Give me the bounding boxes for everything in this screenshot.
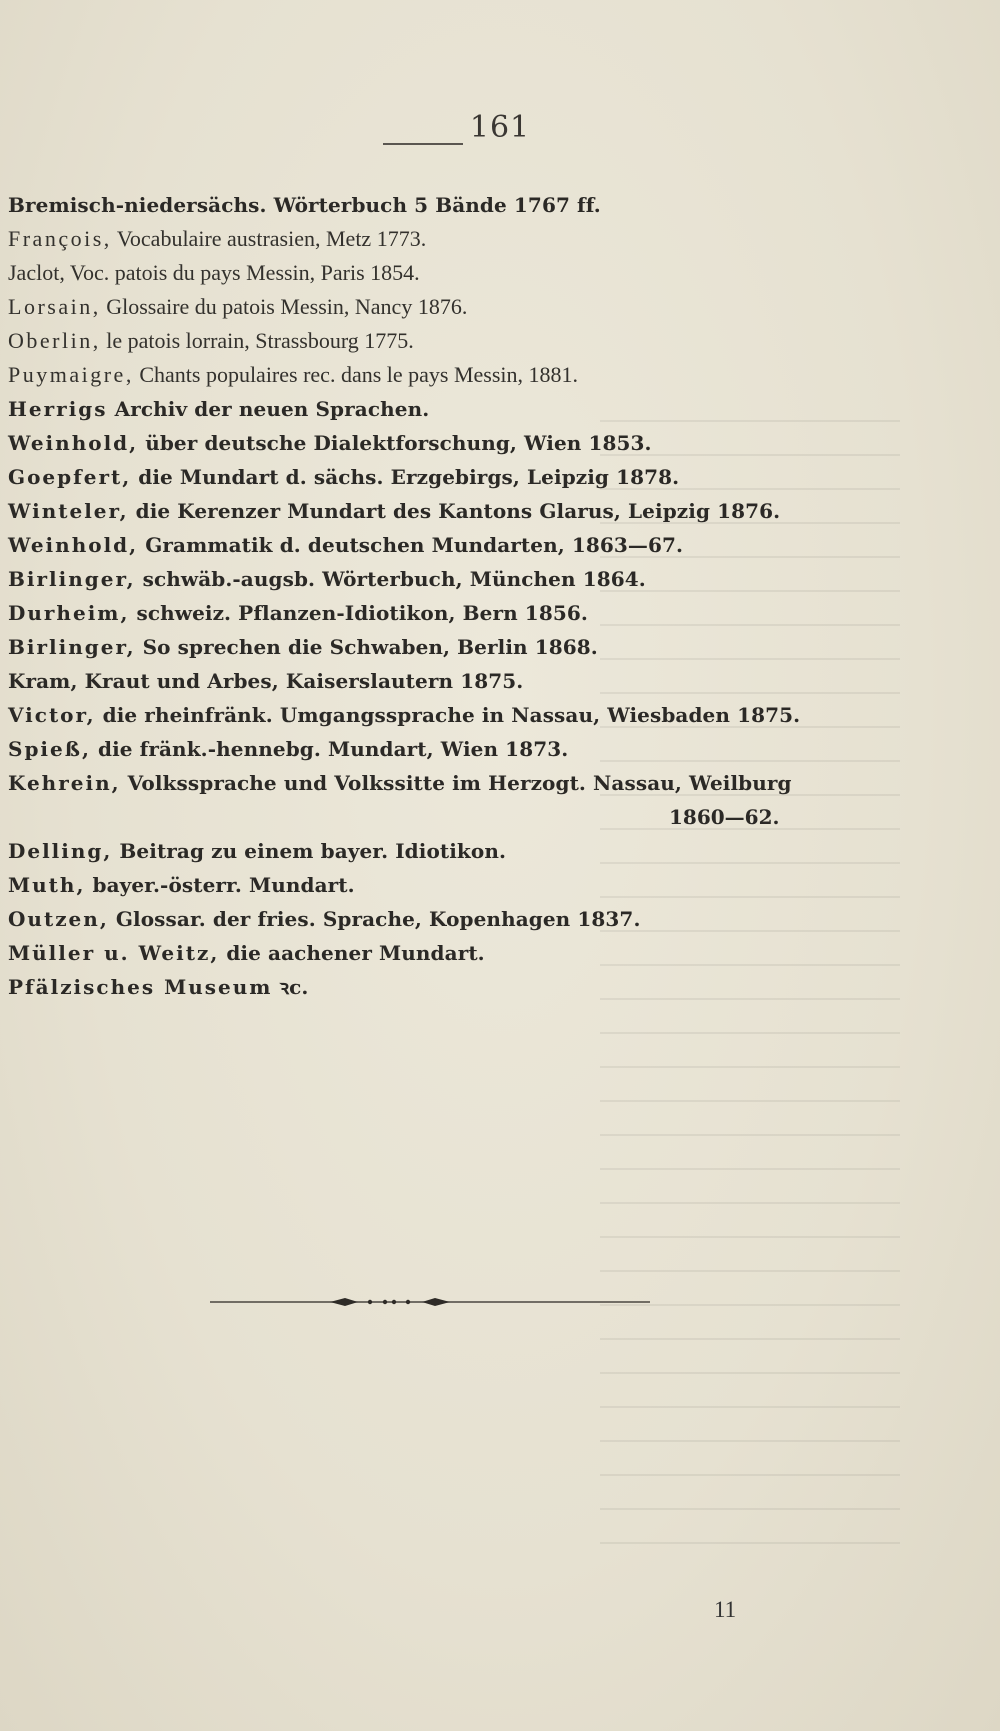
entry-text: die aachener Mundart.	[219, 941, 485, 965]
entry-author: François,	[8, 226, 112, 251]
bibliography-entry	[8, 766, 848, 800]
entry-text: schwäb.-augsb. Wörterbuch, München 1864.	[135, 567, 646, 591]
bibliography-entry	[8, 596, 848, 630]
entry-author: Birlinger,	[8, 635, 136, 659]
entry-text: die fränk.-hennebg. Mundart, Wien 1873.	[90, 737, 569, 761]
entry-text: Vocabulaire austrasien, Metz 1773.	[111, 226, 427, 251]
bibliography-entry	[8, 460, 848, 494]
entry-text: bayer.-österr. Mundart.	[85, 873, 355, 897]
page-number-rule	[383, 143, 463, 145]
entry-text: Beitrag zu einem bayer. Idiotikon.	[112, 839, 507, 863]
entry-author: Winteler,	[8, 499, 129, 523]
bibliography-entry	[8, 222, 848, 256]
entry-author: Herrigs	[8, 397, 108, 421]
bibliography-list	[8, 188, 848, 1004]
bibliography-entry	[8, 970, 848, 1004]
entry-text: die rheinfränk. Umgangssprache in Nassau, Wiesbaden 1875.	[95, 703, 801, 727]
entry-text: über deutsche Dialektforschung, Wien 1853.	[138, 431, 652, 455]
bibliography-entry	[8, 358, 848, 392]
bibliography-entry	[8, 936, 848, 970]
entry-text: die Mundart d. sächs. Erzgebirgs, Leipzig 1878.	[131, 465, 680, 489]
entry-author: Oberlin,	[8, 328, 101, 353]
entry-author: Müller u. Weitz,	[8, 941, 220, 965]
entry-text: Volkssprache und Volkssitte im Herzogt. Nassau, Weilburg	[120, 771, 792, 795]
entry-text: Glossaire du patois Messin, Nancy 1876.	[100, 294, 468, 319]
entry-author: Spieß,	[8, 737, 91, 761]
entry-text: So sprechen die Schwaben, Berlin 1868.	[135, 635, 598, 659]
ornament-divider	[210, 1294, 650, 1310]
entry-text: Chants populaires rec. dans le pays Messin, 1881.	[133, 362, 579, 387]
entry-continuation: 1860—62.	[669, 805, 780, 829]
bibliography-entry	[8, 698, 848, 732]
bibliography-entry	[8, 732, 848, 766]
entry-text: die Kerenzer Mundart des Kantons Glarus, Leipzig 1876.	[128, 499, 781, 523]
entry-author: Lorsain,	[8, 294, 101, 319]
bibliography-entry	[8, 290, 848, 324]
entry-text: Kram, Kraut und Arbes, Kaiserslautern 1875.	[8, 669, 524, 693]
entry-text: schweiz. Pflanzen-Idiotikon, Bern 1856.	[129, 601, 588, 625]
entry-text: Grammatik d. deutschen Mundarten, 1863—67.	[138, 533, 684, 557]
entry-text: ꝛc.	[272, 975, 309, 999]
bibliography-entry	[8, 426, 848, 460]
entry-text: le patois lorrain, Strassbourg 1775.	[100, 328, 414, 353]
bibliography-entry	[8, 256, 848, 290]
bibliography-entry	[8, 324, 848, 358]
entry-author: Outzen,	[8, 907, 109, 931]
entry-author: Birlinger,	[8, 567, 136, 591]
entry-text: Glossar. der fries. Sprache, Kopenhagen 1837.	[108, 907, 641, 931]
entry-author: Pfälzisches Museum	[8, 975, 273, 999]
bibliography-entry	[8, 902, 848, 936]
entry-author: Victor,	[8, 703, 96, 727]
entry-author: Durheim,	[8, 601, 130, 625]
entry-text: Archiv der neuen Sprachen.	[107, 397, 430, 421]
entry-author: Weinhold,	[8, 533, 139, 557]
entry-text: Bremisch-niedersächs. Wörterbuch 5 Bände 1767 ff.	[8, 193, 601, 217]
entry-text: Jaclot, Voc. patois du pays Messin, Paris 1854.	[8, 260, 420, 285]
bibliography-entry	[8, 188, 848, 222]
entry-author: Delling,	[8, 839, 113, 863]
bibliography-entry	[8, 868, 848, 902]
signature-mark: 11	[714, 1597, 737, 1622]
bibliography-entry	[8, 528, 848, 562]
entry-author: Weinhold,	[8, 431, 139, 455]
bibliography-entry	[8, 562, 848, 596]
bibliography-entry	[8, 494, 848, 528]
entry-author: Kehrein,	[8, 771, 121, 795]
page-number: 161	[469, 110, 531, 145]
bibliography-entry	[8, 630, 848, 664]
bibliography-entry	[8, 664, 848, 698]
bibliography-entry	[8, 834, 848, 868]
entry-author: Muth,	[8, 873, 86, 897]
entry-author: Goepfert,	[8, 465, 132, 489]
bibliography-entry	[8, 392, 848, 426]
entry-author: Puymaigre,	[8, 362, 134, 387]
